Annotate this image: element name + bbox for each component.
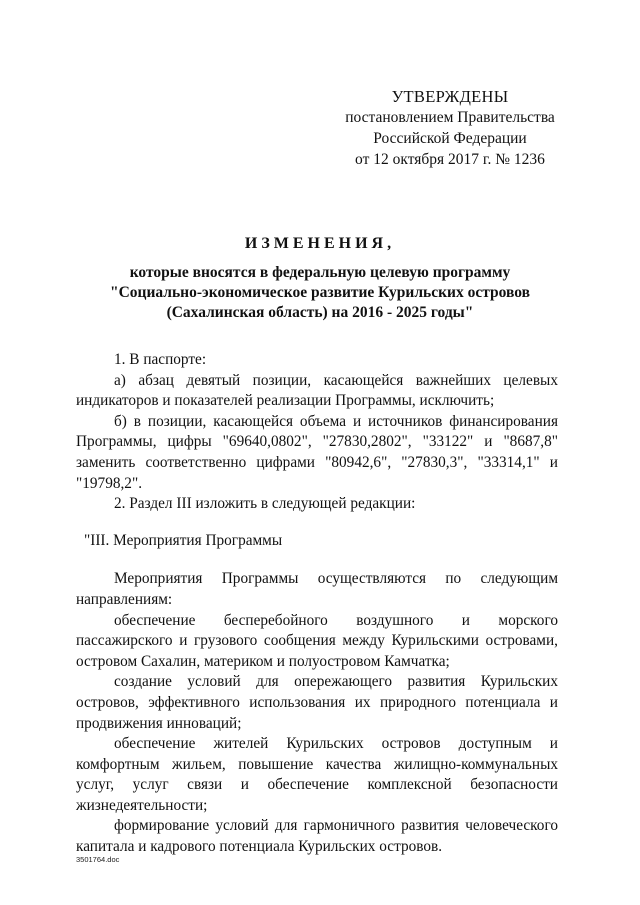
heading-title: ИЗМЕНЕНИЯ, — [244, 235, 396, 252]
paragraph-item-a: а) абзац девятый позиции, касающейся важнейших целевых индикаторов и показателей реализации Программы, исключить; — [76, 371, 558, 410]
paragraph-housing: обеспечение жителей Курильских островов доступным и комфортным жильем, повышение качества жилищно-коммунальных услуг, услуг связи и обеспечение комплексной безопасности жизнедеятельности; — [76, 735, 558, 814]
paragraph-human-capital: формирование условий для гармоничного развития человеческого капитала и кадрового потенциала Курильских островов. — [76, 817, 558, 856]
paragraph-passport: 1. В паспорте: — [114, 351, 207, 368]
paragraph-item-b: б) в позиции, касающейся объема и источников финансирования Программы, цифры "69640,0802", "27830,2802", "33122" и "8687,8" заменить соответственно цифрами "80942,6", "27830,3", "33314,1" и "19798,2". — [76, 412, 558, 492]
paragraph-directions-intro: Мероприятия Программы осуществляются по следующим направлениям: — [76, 570, 558, 608]
paragraph-development: создание условий для опережающего развития Курильских островов, эффективного использования их природного потенциала и продвижения инноваций; — [76, 673, 558, 732]
paragraph-transport: обеспечение бесперебойного воздушного и морского пассажирского и грузового сообщения между Курильскими островами, островом Сахалин, материком и полуостровом Камчатка; — [76, 611, 558, 670]
approval-line-2: Российской Федерации — [373, 130, 527, 147]
approval-title: УТВЕРЖДЕНЫ — [391, 87, 509, 106]
heading-line-2: "Социально-экономическое развитие Курильских островов — [109, 284, 531, 301]
heading-line-1: которые вносятся в федеральную целевую программу — [129, 264, 511, 281]
approval-line-1: постановлением Правительства — [345, 109, 555, 126]
document-heading — [60, 233, 580, 323]
approval-line-3: от 12 октября 2017 г. № 1236 — [355, 151, 545, 168]
document-id-footer: 3501764.doc — [76, 855, 120, 864]
heading-line-3: (Сахалинская область) на 2016 - 2025 годы" — [166, 304, 474, 321]
document-body — [76, 350, 558, 858]
approval-stamp — [330, 86, 570, 170]
section-title: "III. Мероприятия Программы — [84, 531, 283, 549]
paragraph-section-replace: 2. Раздел III изложить в следующей редакции: — [114, 495, 416, 513]
